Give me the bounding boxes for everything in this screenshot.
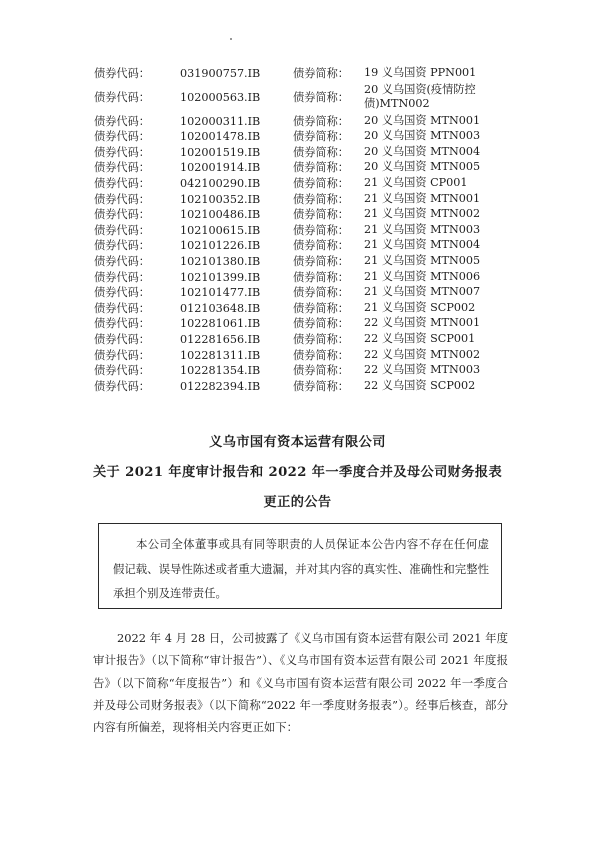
- bond-code-label: 债券代码：: [94, 317, 150, 331]
- bond-name: 20 义乌国资 MTN003: [364, 129, 481, 143]
- bond-code-label: 债券代码：: [94, 379, 150, 393]
- bond-name: 22 义乌国资 SCP001: [364, 331, 476, 345]
- bond-code-label: 债券代码：: [94, 254, 150, 268]
- bond-code-label: 债券代码：: [94, 161, 150, 175]
- bond-row: [94, 238, 524, 254]
- board-statement-box: 本公司全体董事或具有同等职责的人员保证本公告内容不存在任何虚假记载、误导性陈述或者重大遗漏，并对其内容的真实性、准确性和完整性承担个别及连带责任。: [98, 523, 502, 609]
- bond-name: 22 义乌国资 MTN002: [364, 347, 481, 361]
- bond-row: [94, 254, 524, 270]
- bond-row: [94, 301, 524, 317]
- bond-row: [94, 270, 524, 286]
- bond-code: 012103648.IB: [180, 301, 261, 315]
- bond-code-label: 债券代码：: [94, 114, 150, 128]
- bond-code: 012281656.IB: [180, 332, 261, 346]
- bond-name-label: 债券简称：: [293, 270, 349, 284]
- bond-code-label: 债券代码：: [94, 348, 150, 362]
- bond-name: 21 义乌国资 SCP002: [364, 300, 476, 314]
- bond-name-label: 债券简称：: [293, 192, 349, 206]
- bond-name: 20 义乌国资(疫情防控债)MTN002: [364, 82, 476, 111]
- bond-code: 102000311.IB: [180, 114, 261, 128]
- bond-name-label: 债券简称：: [293, 379, 349, 393]
- announcement-title: [0, 428, 595, 518]
- bond-name-label: 债券简称：: [293, 364, 349, 378]
- bond-code-label: 债券代码：: [94, 223, 150, 237]
- bond-row: [94, 363, 524, 379]
- bond-code: 102281061.IB: [180, 317, 261, 331]
- bond-name: 21 义乌国资 MTN004: [364, 238, 481, 252]
- bond-name-label: 债券简称：: [293, 286, 349, 300]
- bond-name-label: 债券简称：: [293, 114, 349, 128]
- bond-row: [94, 192, 524, 208]
- bond-name: 21 义乌国资 CP001: [364, 175, 468, 189]
- bond-code-label: 债券代码：: [94, 364, 150, 378]
- bond-row: [94, 66, 524, 82]
- bond-code-label: 债券代码：: [94, 145, 150, 159]
- bond-code: 102101380.IB: [180, 254, 261, 268]
- scan-speck: [230, 38, 232, 40]
- bond-code-label: 债券代码：: [94, 332, 150, 346]
- bond-code-label: 债券代码：: [94, 67, 150, 80]
- bond-code: 102281354.IB: [180, 364, 261, 378]
- bond-code: 102000563.IB: [180, 90, 261, 104]
- bond-name: 21 义乌国资 MTN005: [364, 253, 481, 267]
- bond-name-label: 债券简称：: [293, 317, 349, 331]
- bond-name: 21 义乌国资 MTN002: [364, 207, 481, 221]
- bond-code: 102101477.IB: [180, 286, 261, 300]
- title-line-2: 关于 2021 年度审计报告和 2022 年一季度合并及母公司财务报表: [92, 465, 503, 480]
- bond-code: 102100486.IB: [180, 208, 261, 222]
- bond-row: [94, 145, 524, 161]
- bond-code-label: 债券代码：: [94, 176, 150, 190]
- bond-code-label: 债券代码：: [94, 90, 150, 104]
- bond-name: 20 义乌国资 MTN001: [364, 113, 481, 127]
- bond-row: [94, 82, 524, 114]
- body-paragraph: 2022 年 4 月 28 日，公司披露了《义乌市国有资本运营有限公司 2021 年度审计报告》（以下简称“审计报告”）、《义乌市国有资本运营有限公司 2021 年度报告》（以下简称“年度报告”）和《义乌市国有资本运营有限公司 2022 年一季度合并及母公司财务报表》（以下简称“2022 年一季度财务报表”）。经事后核查，部分内容有所偏差，现将相关内容更正如下：: [93, 631, 508, 735]
- bond-name-label: 债券简称：: [293, 130, 349, 144]
- bond-name-label: 债券简称：: [293, 161, 349, 175]
- bond-code: 031900757.IB: [180, 67, 261, 80]
- bond-code: 102281311.IB: [180, 348, 261, 362]
- bond-code-label: 债券代码：: [94, 208, 150, 222]
- bond-code: 042100290.IB: [180, 176, 261, 190]
- bond-code: 102100615.IB: [180, 223, 261, 237]
- bond-code: 102001519.IB: [180, 145, 261, 159]
- bond-code: 102001914.IB: [180, 161, 261, 175]
- bond-name-label: 债券简称：: [293, 239, 349, 253]
- bond-name-label: 债券简称：: [293, 254, 349, 268]
- bond-name: 22 义乌国资 SCP002: [364, 378, 476, 392]
- bond-name: 19 义乌国资 PPN001: [364, 66, 477, 79]
- bond-row: [94, 223, 524, 239]
- bond-name-label: 债券简称：: [293, 348, 349, 362]
- bond-row: [94, 207, 524, 223]
- bond-name-label: 债券简称：: [293, 223, 349, 237]
- bond-name: 21 义乌国资 MTN001: [364, 191, 481, 205]
- bond-row: [94, 316, 524, 332]
- bond-name: 21 义乌国资 MTN003: [364, 222, 481, 236]
- bond-code: 102101226.IB: [180, 239, 261, 253]
- bond-code: 102100352.IB: [180, 192, 261, 206]
- bond-name-label: 债券简称：: [293, 208, 349, 222]
- bond-row: [94, 348, 524, 364]
- company-name: 义乌市国有资本运营有限公司: [209, 435, 386, 450]
- bond-code-label: 债券代码：: [94, 130, 150, 144]
- bond-code: 012282394.IB: [180, 379, 261, 393]
- bond-row: [94, 176, 524, 192]
- bond-name: 22 义乌国资 MTN003: [364, 363, 481, 377]
- bond-row: [94, 160, 524, 176]
- bond-name-label: 债券简称：: [293, 145, 349, 159]
- bond-code: 102101399.IB: [180, 270, 261, 284]
- bond-name: 20 义乌国资 MTN004: [364, 144, 481, 158]
- bond-name: 20 义乌国资 MTN005: [364, 160, 481, 174]
- bond-row: [94, 285, 524, 301]
- bond-name-label: 债券简称：: [293, 90, 349, 104]
- bond-name: 21 义乌国资 MTN007: [364, 285, 481, 299]
- bond-code-label: 债券代码：: [94, 239, 150, 253]
- bond-row: [94, 114, 524, 130]
- bond-row: [94, 129, 524, 145]
- bond-name-label: 债券简称：: [293, 301, 349, 315]
- bond-code-label: 债券代码：: [94, 192, 150, 206]
- bond-row: [94, 332, 524, 348]
- title-line-3: 更正的公告: [263, 495, 332, 510]
- bond-name-label: 债券简称：: [293, 67, 349, 80]
- bond-name-label: 债券简称：: [293, 332, 349, 346]
- bond-list: [94, 66, 524, 394]
- bond-code: 102001478.IB: [180, 130, 261, 144]
- bond-name: 22 义乌国资 MTN001: [364, 316, 481, 330]
- bond-row: [94, 379, 524, 395]
- bond-code-label: 债券代码：: [94, 270, 150, 284]
- bond-code-label: 债券代码：: [94, 286, 150, 300]
- bond-name-label: 债券简称：: [293, 176, 349, 190]
- bond-name: 21 义乌国资 MTN006: [364, 269, 481, 283]
- bond-code-label: 债券代码：: [94, 301, 150, 315]
